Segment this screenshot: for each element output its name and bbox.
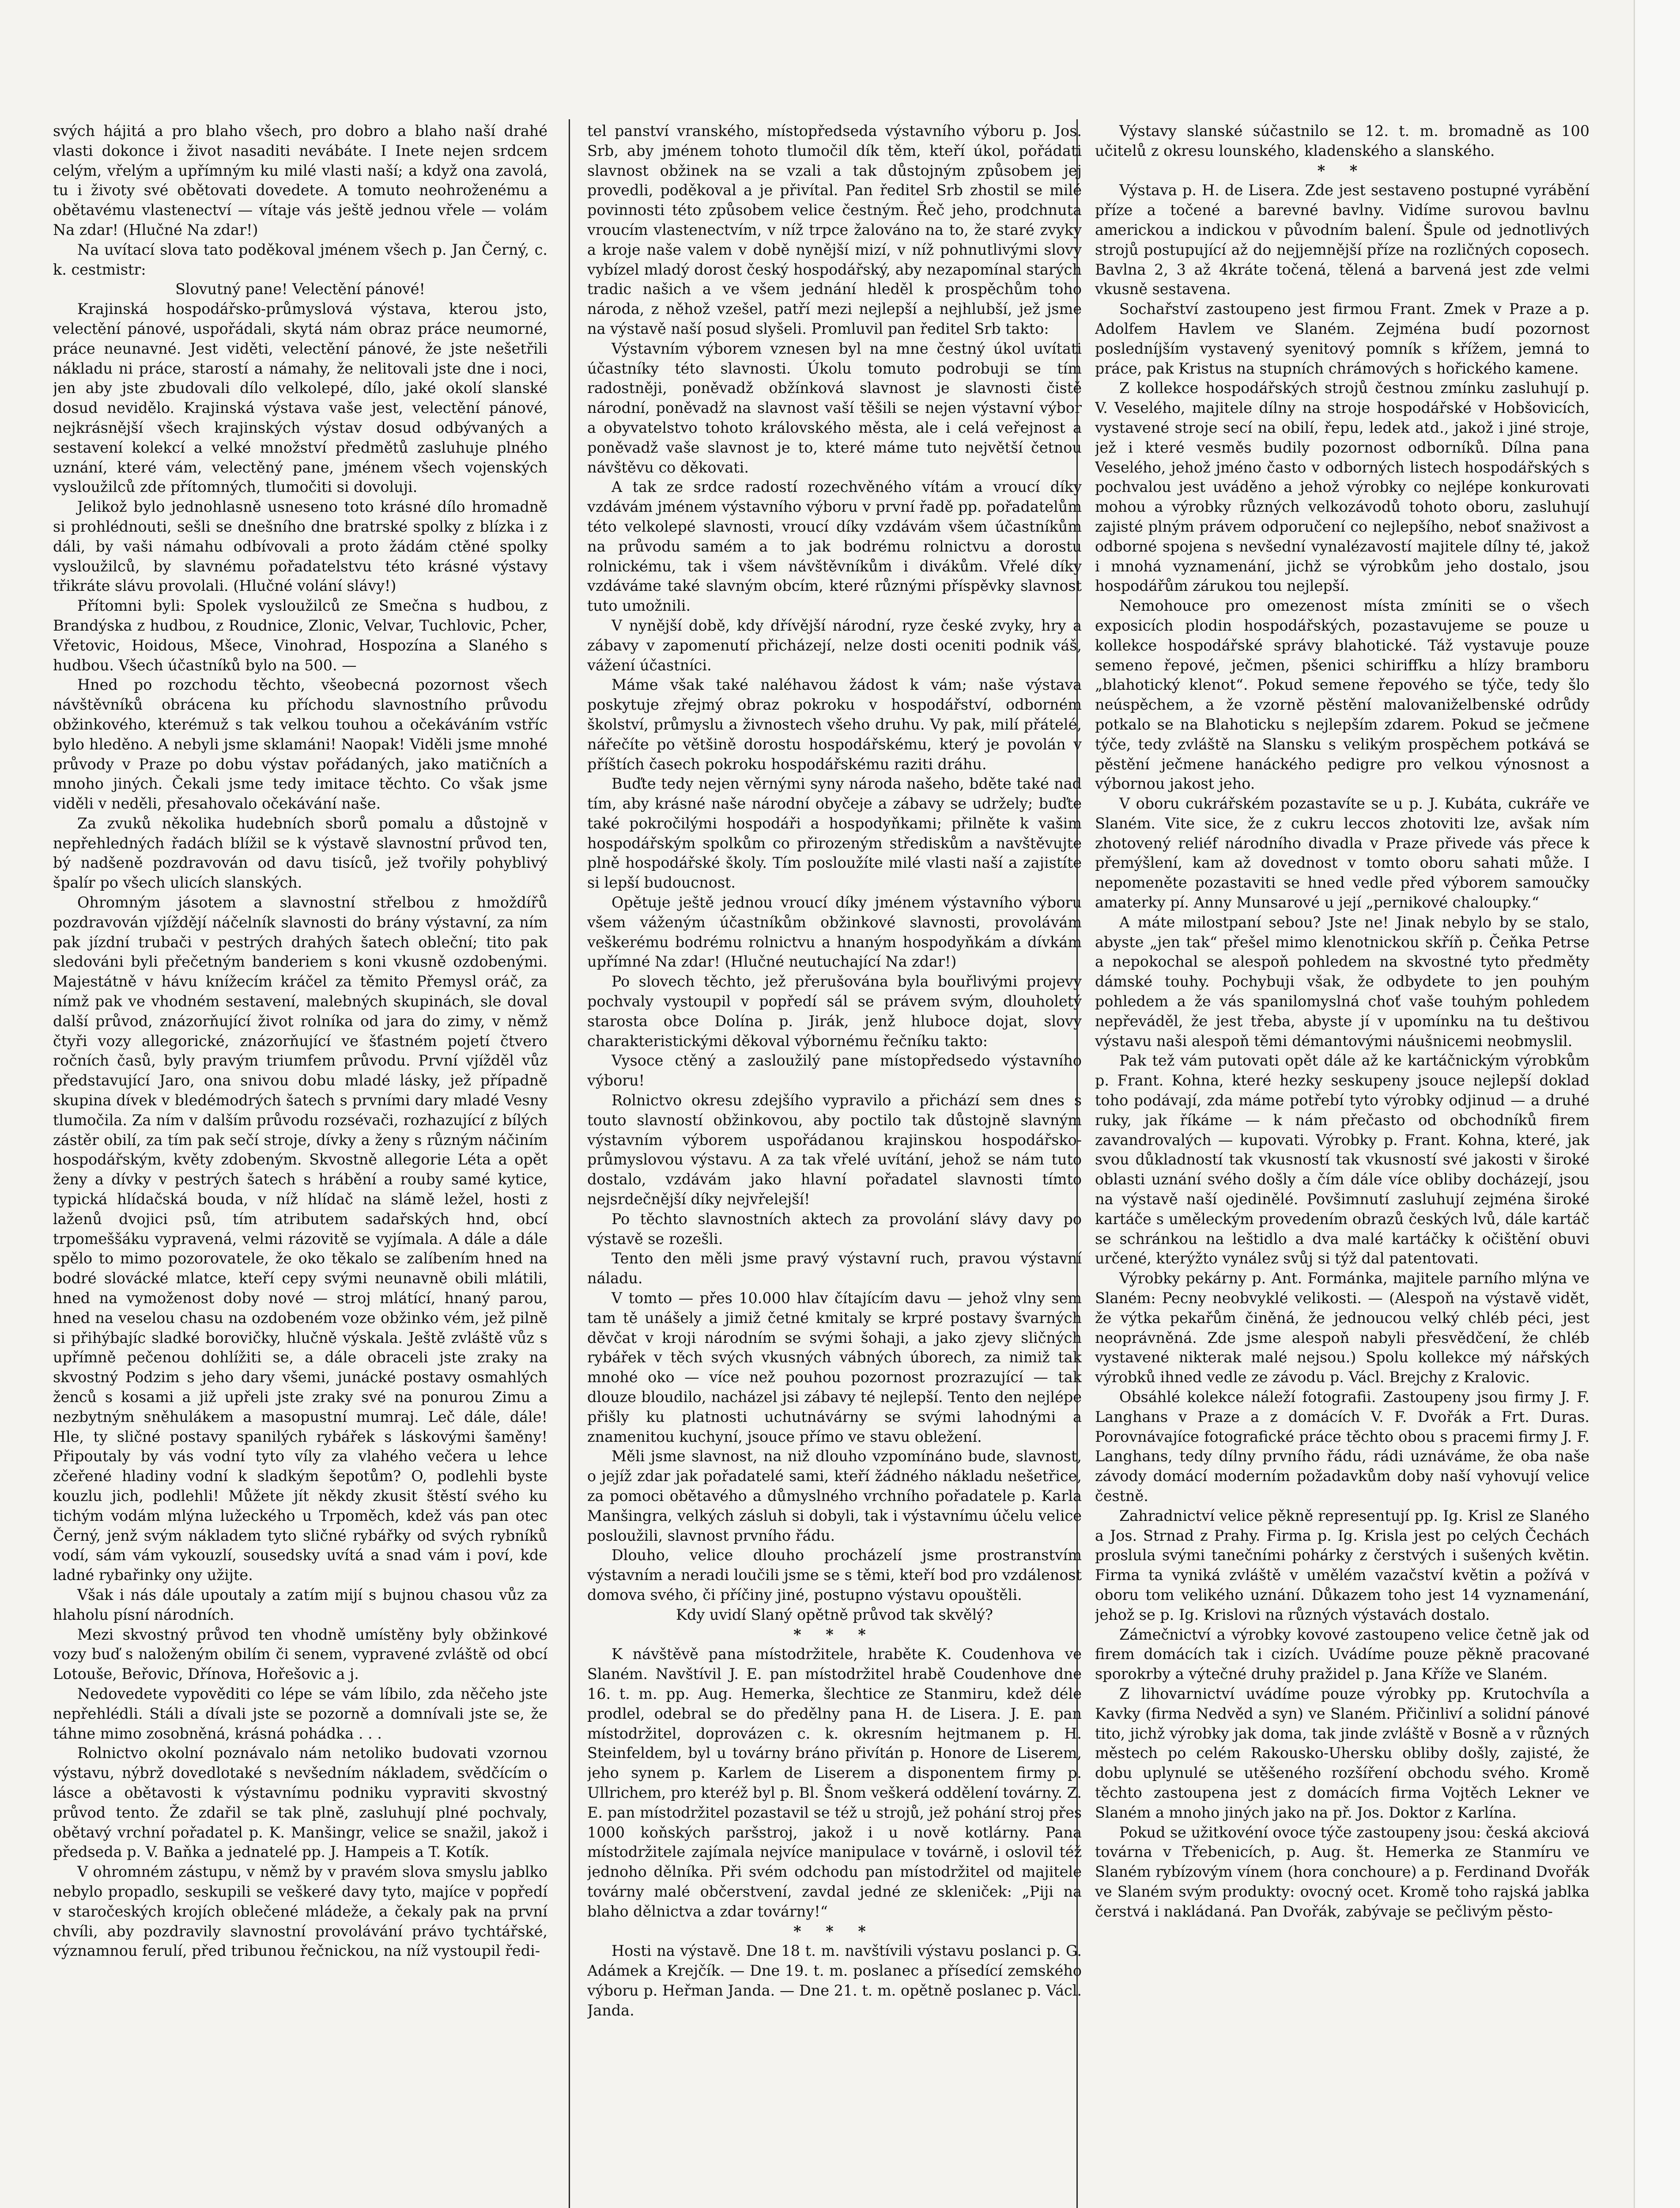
paragraph: Přítomni byli: Spolek vysloužilců ze Smečna s hudbou, z Brandýska z hudbou, z Roudnice, Zlonic, Velvar, Tuchlovic, Pcher, Vřetovic, Hoidous, Mšece, Vinohrad, Hospozína a Slaného s hudbou. Všech účastníků bylo na 500. — (53, 597, 547, 674)
paragraph: Po těchto slavnostních aktech za provolání slávy davy po výstavě se rozešli. (587, 1210, 1082, 1248)
paragraph: Výstavním výborem vznesen byl na mne čestný úkol uvítati účastníky této slavnosti. Úkolu tomuto podrobuji se tím radostněji, poněvadž obžínková slavnost je slavnosti čistě národní, poněvadž na slavnost vaší těšili se nejen výstavní výbor a obyvatelstvo tohoto královského města, ale i celá veřejnost a poněvadž vaše slavnost je to, které máme tuto největší četnou návštěvu co děkovati. (587, 340, 1082, 476)
paragraph: A máte milostpaní sebou? Jste ne! Jinak nebylo by se stalo, abyste „jen tak“ přešel mimo klenotnickou skříň p. Čeňka Petrse a nepokochal se alespoň pohledem na skvostné tyto předměty dámské touhy. Pochybuji však, že odbydete to jen pouhým pohledem a že vás spanilomyslná choť vaše touhým pohledem nepřeváděl, že jest třeba, abyste jí v upomínku na tu deštivou výstavu naši alespoň těmi démantovými náušnicemi neobmyslil. (1095, 913, 1589, 1050)
paragraph: svých hájitá a pro blaho všech, pro dobro a blaho naší drahé vlasti dokonce i život nasaditi nevábáte. I Inete nejen srdcem celým, vřelým a upřímným ku milé vlasti naší; a když ona zavolá, tu i životy své obětovati dovedete. A tomuto neohroženému a obětavému vlastenectví — vítaje vás ještě jednou vřele — volám Na zdar! (Hlučné Na zdar!) (53, 122, 547, 238)
paragraph: Výstavy slanské súčastnilo se 12. t. m. bromadně as 100 učitelů z okresu lounského, kladenského a slanského. (1095, 122, 1589, 159)
paragraph: Opětuje ještě jednou vroucí díky jménem výstavního výboru všem váženým účastníkům obžinkové slavnosti, provolávám veškerému bodrému rolnictvu a hnaným hospodyňkám a dívkám upřímné Na zdar! (Hlučné neutuchající Na zdar!) (587, 894, 1082, 971)
paragraph: Hned po rozchodu těchto, všeobecná pozornost všech návštěvníků obrácena ku příchodu slavnostního průvodu obžinkového, kterémuž s tak velkou touhou a očekáváním vstříc bylo hleděno. A nebyli jsme sklamáni! Naopak! Viděli jsme mnohé průvody v Praze po dobu výstav pořádaných, jako matičních a mnoho jiných. Čekali jsme tedy imitace těchto. Co však jsme viděli v neděli, přesahovalo očekávání naše. (53, 676, 547, 813)
paragraph: Výstava p. H. de Lisera. Zde jest sestaveno postupné vyrábění příze a točené a barevné bavlny. Vidíme surovou bavlnu americkou a indickou v původním balení. Špule od jednotlivých strojů postupující až do nejjemnější příze na rozličných coposech. Bavlna 2, 3 až 4kráte točená, tělená a barvená jest zde velmi vkusně sestavena. (1095, 181, 1589, 298)
paragraph: Slovutný pane! Velectění pánové! (175, 280, 425, 298)
paragraph: A tak ze srdce radostí rozechvěného vítám a vroucí díky vzdávám jménem výstavního výboru v první řadě pp. pořadatelům této velkolepé slavnosti, vroucí díky vzdávám všem účastníkům na průvodu samém a to jak bodrému rolnictvu a dorostu rolnickému, tak i všem návštěvníkům i divákům. Vřelé díky vzdáváme také slavným obcím, které různými příspěvky slavnost tuto umožnili. (587, 478, 1082, 615)
page-margin (1634, 0, 1680, 2208)
paragraph: V tomto — přes 10.000 hlav čítajícím davu — jehož vlny sem tam tě unášely a jimiž četné kmitaly se krpré postavy švarných děvčat v kroji národním se svými šohaji, a jako zjevy sličných rybářek v těch svých vkusných vábných úborech, za nimiž tak mnohé oko — více než pouhou pozornost prozrazující — tak dlouze bloudilo, nacházel jsi zábavy té nejlepší. Tento den nejlépe přišly ku platnosti uchutnávárny se svými lahodnými a znamenitou kuchyní, jsouce přímo ve stavu obležení. (587, 1289, 1082, 1445)
paragraph: Zámečnictví a výrobky kovové zastoupeno velice četně jak od firem domácích tak i cizích. Uvádíme pouze pěkně pracované sporokrby a výtečné druhy pražidel p. Jana Kříže ve Slaném. (1095, 1626, 1589, 1683)
column-2 (587, 121, 1082, 2208)
paragraph: Tento den měli jsme pravý výstavní ruch, pravou výstavní náladu. (587, 1250, 1082, 1287)
section-stars: * * * (793, 1922, 876, 1940)
paragraph: Vysoce ctěný a zasloužilý pane místopředsedo výstavního výboru! (587, 1052, 1082, 1089)
paragraph: Pokud se užitkovéní ovoce týče zastoupeny jsou: česká akciová továrna v Třebenicích, p. Aug. št. Hemerka ze Stanmíru ve Slaném rybízovým vínem (hora conchoure) a p. Ferdinand Dvořák ve Slaném svým produkty: ovocný ocet. Kromě toho rajská jablka čerstvá i nakládaná. Pan Dvořák, zabývaje se pečlivým pěsto- (1095, 1823, 1589, 1920)
paragraph: Nedovedete vypověditi co lépe se vám líbilo, zda něčeho jste nepřehlédli. Stáli a dívali jste se pozorně a domnívali jste se, že táhne mimo zosobněná, krásná pohádka . . . (53, 1685, 547, 1742)
news-item: Hosti na výstavě. Dne 18 t. m. navštívili výstavu poslanci p. G. Adámek a Krejčík. — Dne 19. t. m. poslanec a přísedící zemského výboru p. Heřman Janda. — Dne 21. t. m. opětně poslanec p. Václ. Janda. (587, 1942, 1082, 2019)
paragraph: Však i nás dále upoutaly a zatím mijí s bujnou chasou vůz za hlaholu písní národních. (53, 1586, 547, 1623)
paragraph: Máme však také naléhavou žádost k vám; naše výstava poskytuje zřejmý obraz pokroku v hospodářství, odborném školství, průmyslu a živnostech všeho druhu. Vy pak, milí přátelé, nářečíte po většině dorostu hospodářskému, který je povolán v příštích časech pokroku hospodářskému raziti dráhu. (587, 676, 1082, 773)
paragraph: V ohromném zástupu, v němž by v pravém slova smyslu jablko nebylo propadlo, seskupili se veškeré davy tyto, majíce v popředí v staročeských krojích oblečené mládeže, a čekaly pak na první chvíli, aby pozdravily slavnostní provolávání právo tychtářské, významnou ferulí, před tribunou řečnickou, na níž vystoupil ředi- (53, 1863, 547, 1960)
paragraph: Nemohouce pro omezenost místa zmíniti se o všech exposicích plodin hospodářských, pozastavujeme se pouze u kollekce hospodářské správy blahotické. Táž vystavuje pouze semeno řepové, ječmen, pšenici schiriffku a hlízy bramboru „blahotický klenot“. Pokud semene řepového se týče, tedy šlo neúspěchem, a že vzorně pěstění malovaniželbenské odrůdy potkalo se na Blahoticku s nejlepším zdarem. Pokud se ječmene týče, tedy zvláště na Slansku s velikým prospěchem potkává se pěstění ječmene hanáckého pedigre pro velkou výnosnost a výbornou jakost jeho. (1095, 597, 1589, 793)
paragraph: Mezi skvostný průvod ten vhodně umístěny byly obžinkové vozy buď s naloženým obilím či senem, vypravené zvláště od obcí Lotouše, Beřovic, Dřínova, Hořešovic a j. (53, 1626, 547, 1683)
paragraph: Pak tež vám putovati opět dále až ke kartáčnickým výrobkům p. Frant. Kohna, které hezky seskupeny jsouce nejlepší doklad toho podávají, zda máme potřebí tyto výrobky odjinud — a druhé ruky, jak říkáme — k nám přečasto od obchodníků firem zavandrovalých — kupovati. Výrobky p. Frant. Kohna, které, jak svou důkladností tak vkusností tak vkusností své jakosti v široké oblasti uznání svého došly a čím dále více oblibу docházejí, jsou na výstavě naší ojedinělé. Povšimnutí zasluhují zejména široké kartáče s uměleckým provedením obrazů českých lvů, dále kartáč se schránkou na leštidlo a dva malé kartáčky k očištění obuvi určené, kterýžto vynález svůj si týž dal patentovati. (1095, 1052, 1589, 1267)
column-3 (1095, 121, 1589, 2208)
paragraph: Krajinská hospodářsko-průmyslová výstava, kterou jsto, velectění pánové, uspořádali, skytá nám obraz práce neumorné, práce neunavné. Jest viděti, velectění pánové, že jste nešetřili nákladu ni práce, starostí a námahy, že nelitovali jste dne i noci, jen aby jste zbudovali dílo velkolepé, dílo, jaké okolí slanské dosud nevidělo. Krajinská výstava vaše jest, velectění pánové, nejkrásnější všech krajinských výstav dosud odbývaných a sestavení kolekcí a velké množství předmětů zasluhuje plného uznání, které vám, velectěný pane, jménem všech vojenských vysloužilců zde přítomných, tlumočiti si dovoluji. (53, 300, 547, 496)
paragraph: V oboru cukrářském pozastavíte se u p. J. Kubáta, cukráře ve Slaném. Vite sice, že z cukru leccos zhotoviti lze, avšak ním zhotovený reliéf národního divadla v Praze přivede vás přece k přemýšlení, kam až dovednost v tomto oboru sahati může. I nepomeněte pozastaviti se hned vedle před výborem samoučky amaterky pí. Anny Munsarové u její „pernikové chaloupky.“ (1095, 795, 1589, 911)
paragraph: Na uvítací slova tato poděkoval jménem všech p. Jan Černý, c. k. cestmistr: (53, 241, 547, 278)
paragraph: tel panství vranského, místopředseda výstavního výboru p. Jos. Srb, aby jménem tohoto tlumočil dík těm, kteří úkol, pořádati slavnost obžinek na se vzali a tak důstojným způsobem jej provedli, poděkoval a je přivítal. Pan ředitel Srb zhostil se milé povinnosti této způsobem velice čestným. Řeč jeho, prodchnuta vroucím vlastenectvím, v níž trpce žalováno na to, že staré zvyky a kroje naše valem v době nynější mizí, v níž pohnutlivými slovy vybízel mladý dorost český hospodářský, aby nezapomínal starých tradic našich a ve všem jednání hleděl k prospěchům toho národa, z něhož vzešel, patří mezi nejlepší a nejhlubší, jež jsme na výstavě naší posud slyšeli. Promluvil pan ředitel Srb takto: (587, 122, 1082, 337)
paragraph: Výrobky pekárny p. Ant. Formánka, majitele parního mlýna ve Slaném: Pecny neobvyklé velikosti. — (Alespoň na výstavě vidět, že výtka pekařům činěná, že jednoucou velký chléb péci, jest neoprávněná. Zde jsme alespoň nabyli přesvědčení, že chléb vystavené nikterak malé nejsou.) Spolu kollekce mý nářských výrobků ihned vedle ze závodu p. Václ. Brejchy z Kralovic. (1095, 1270, 1589, 1386)
paragraph: V nynější době, kdy dřívější národní, ryze české zvyky, hry a zábavy v zapomenutí přicházejí, nelze dosti oceniti podnik váš, vážení účastníci. (587, 616, 1082, 674)
paragraph: Jelikož bylo jednohlasně usneseno toto krásné dílo hromadně si prohlédnouti, sešli se dnešního dne bratrské spolky z blízka i z dáli, by vaši námahu odbívovali a proto žádám ctěné spolky vysloužilců, by slavnému pořadatelstvu této krásné výstavy třikráte slávu provolali. (Hlučné volání slávy!) (53, 498, 547, 595)
paragraph: Za zvuků několika hudebních sborů pomalu a důstojně v nepřehledných řadách blížil se k výstavě slavnostní průvod ten, bý nadšeně pozdravován od davu tisíců, jež tvořily pohyblivý špalír po všech ulicích slanských. (53, 814, 547, 892)
paragraph: Z kollekce hospodářských strojů čestnou zmínku zasluhují p. V. Veselého, majitele dílny na stroje hospodářské v Hobšovicích, vystavené stroje secí na obilí, řepu, ledek atd., jakož i jiné stroje, jež i které vesměs budily pozornost odborníků. Dílna pana Veselého, jehož jméno často v odborných listech hospodářských s pochvalou jest uváděno a jehož výrobky co nejlépe konkurovati mohou a výrobky různých velkozávodů tohoto oboru, zasluhují zajisté plným právem odporučení co nejlepšího, neboť snaživost a odborné spojena s nevšední vynalézavostí majitele dílny té, jakož i mnohá vyznamenání, jichž se výrobkům jeho dostalo, jsou hospodářům zárukou tou nejlepší. (1095, 379, 1589, 595)
column-divider (569, 119, 570, 2208)
paragraph: Po slovech těchto, jež přerušována byla bouřlivými projevy pochvaly vystoupil v popředí sál se právem svým, dlouholetý starosta obce Dolína p. Jirák, jenž hlubocе dojat, slovy charakteristickými děkoval výbornému řečníku takto: (587, 973, 1082, 1050)
paragraph: Sochařství zastoupeno jest firmou Frant. Zmek v Praze a p. Adolfem Havlem ve Slaném. Zejména budí pozornost posledníjším vystavený syenitový pomník s křížem, jemná to práce, pak Kristus na stupních chrámových s hořického kamene. (1095, 300, 1589, 377)
paragraph: Z lihovarnictví uvádíme pouze výrobky pp. Krutochvíla a Kavky (firma Nedvěd a syn) ve Slaném. Přičinliví a solidní pánové tito, jichž výrobky jak doma, tak jinde zvláště v Bosně a v různých městech po celém Rakousko-Uhersku oblibу došly, zajisté, že dobu uplynulé se utěšeného rozšíření obchodu svého. Kromě těchto zastoupena jest z domácích firma Vojtěch Lekner ve Slaném a mnoho jiných jako na př. Jos. Doktor z Karlína. (1095, 1685, 1589, 1821)
column-1 (53, 121, 547, 2208)
paragraph: Buďte tedy nejen věrnými syny národa našeho, bděte také nad tím, aby krásné naše národní obyčeje a zábavy se udržely; buďte také pokročilými hospodáři a hospodyňkami; přilněte k vašim hospodářským spolkům co přirozeným střediskům a navštěvujte plně hospodářské školy. Tím posloužíte milé vlasti naší a zajistíte si lepší budoucnost. (587, 775, 1082, 892)
paragraph: Kdy uvidí Slaný opětně průvod tak skvělý? (676, 1606, 993, 1623)
paragraph: Ohromným jásotem a slavnostní střelbou z hmoždířů pozdravován vjíždějí náčelník slavnosti do brány výstavní, za ním pak jízdní trubači v pestrých drahých šatech obleční; tito pak sledováni byli přečetným banderiem s koni vkusně ozdobenými. Majestátně v hávu knížecím kráčel za těmito Přemysl oráč, za nímž pak ve vhodném sestavení, malebných skupinách, sle doval další průvod, znázorňující život rolníka od jara do zimy, v němž čtyři vozy allegorické, znázorňující ve šťastném pojetí čtvero ročních časů, byly pravým triumfem průvodu. První vjížděl vůz představující Jaro, ona snivou dobu mladé lásky, jež případně skupina dívek v bledémodrých šatech s prvními dary mladé Vesny tlumočila. Za ním v dalším průvodu rozsévači, rozhazující z bílých zástěr obilí, za tím pak sečí stroje, dívky a ženy s různým náčiním hospodářským, květy zdobeným. Skvostně allegorie Léta a opět ženy a dívky v pestrých šatech s hrábění a rouby samé kytice, typická hlídačská bouda, v níž hlídač na slámě ležel, hosti z laženů dvojici psů, tím atributem sadařských hnd, obcí trpomeššáku vypravená, velmi rázovitě se vyjímala. A dále a dále spělo to mimo pozorovatele, že oko těkalo se zalíbením hned na bodré slovácké mlatce, kteří cepy svými neunavně obili mlátili, hned na vymoženost doby nové — stroj mlátící, hnaný parou, hned na veselou chasu na ozdobeném voze obžinko vém, jež pilně si přihýbajíc sladké borovičky, hlučně výskala. Ještě zvláště vůz s upřímně pečenou dohlížiti se, a dále obraceli jste zraky na skvostný Podzim s jeho dary všemi, junácké postavy osmahlých ženců s kosami a již upřeli jste zraky své na ponurou Zimu a nezbytným sněhulákem a masopustní mumraj. Leč dále, dále! Hle, ty sličné postavy spanilých rybářek s láskovými šaměny! Připoutaly by vás vodní tyto víly za vlahého večera u lehce zčeřené hladiny vodní k sladkým šepotům? O, podlehli byste kouzlu jich, podlehli! Můžete jít někdy zkusit štěstí svého ku tichým vodám mlýna lužeckého u Trpoměch, kdež vás pan otec Černý, jenž svým nákladem tyto sličné rybářky od svých rybníků vodí, sám vám vykouzlí, sousedsky uvítá a snad vám i poví, kde ladné rybařinky ony užijte. (53, 894, 547, 1584)
paragraph: Rolnictvo okolní poznávalo nám netoliko budovati vzornou výstavu, nýbrž dovedlotaké s nevšedním nákladem, svědčícím o lásce a obětavosti k výstavnímu podniku vypraviti skvostný průvod tento. Že zdařil se tak plně, zasluhují plné pochvaly, obětavý vrchní pořadatel p. K. Manšingr, velice se snažil, jakož i předseda p. V. Baňka a jednatelé pp. J. Hampeis a T. Kotík. (53, 1744, 547, 1861)
news-item: K návštěvě pana místodržitele, hraběte K. Coudenhova ve Slaném. Navštívil J. E. pan místodržitel hrabě Coudenhove dne 16. t. m. pp. Aug. Hemerka, šlechtice ze Stanmiru, kdež déle prodlel, odebral se do předělny pana H. de Lisera. J. E. pan místodržitel, doprovázen c. k. okresním hejtmanem p. H. Steinfeldem, byl u továrny bráno přivítán p. Honore de Liserem, jeho synem p. Karlem de Liserem a disponentem firmy p. Ullrichem, pro kteréž byl p. Bl. Šnom veškerá oddělení továrny. Z. E. pan místodržitel pozastavil se též u strojů, jež pohání stroj přes 1000 koňských paršstroj, jakož i u nově kotlárny. Pana místodržitele zajímala nejvíce manipulace v továrně, i oslovil též jednoho dělníka. Při svém odchodu pan místodržitel od majitele továrny malé občerstvení, zavdal jedné ze skleniček: „Piji na blaho dělnictva a zdar továrny!“ (587, 1645, 1082, 1920)
paragraph: Dlouho, velice dlouho procházelí jsme prostranstvím výstavním a neradi loučili jsme se s těmi, kteří bod pro vzdálenost domova svého, či příčiny jiné, postupno výstavu opouštěli. (587, 1546, 1082, 1603)
paragraph: Obsáhlé kolekce náleží fotografii. Zastoupeny jsou firmy J. F. Langhans v Praze a z domácích V. F. Dvořák a Frt. Duras. Porovnávajíce fotografické práce těchto obou s pracemi firmy J. F. Langhans, tedy dílny prvního řádu, rádi uznáváme, že oba naše závody domácí moderním požadavkům doby naší vyhovují velice čestně. (1095, 1388, 1589, 1505)
page-edge (1634, 0, 1635, 2208)
paragraph: Rolnictvo okresu zdejšího vypravilo a přichází sem dnes s touto slavností obžinkovou, aby poctilo tak důstojně slavným výstavním výborem uspořádanou krajinskou hospodářsko-průmyslovou výstavu. A za tak vřelé uvítání, jehož se nám tuto dostalo, vzdávám jako hlavní pořadatel slavnosti tímto nejsrdečnější díky nejvřelejší! (587, 1092, 1082, 1208)
section-stars: * * (1317, 162, 1367, 179)
section-stars: * * * (793, 1626, 876, 1643)
paragraph: Zahradnictví velice pěkně representují pp. Ig. Krisl ze Slaného a Jos. Strnad z Prahy. Firma p. Ig. Krisla jest po celých Čechách proslula svými tanečními pohárky z čerstvých i sušených květin. Firma ta vyniká zvláště v umělém vazačství květin a požívá v oboru tom velikého uznání. Důkazem toho jest 14 vyznamenání, jehož se p. Ig. Krislovi na různých výstavách dostalo. (1095, 1507, 1589, 1623)
paragraph: Měli jsme slavnost, na niž dlouho vzpomínáno bude, slavnost, o jejíž zdar jak pořadatelé sami, kteří žádného nákladu nešetřice, za pomoci obětavého a důmyslného vrchního pořadatele p. Karla Manšingra, velkých zásluh si dobyli, tak i výstavnímu účelu velice posloužili, slavnost prvního řádu. (587, 1448, 1082, 1544)
